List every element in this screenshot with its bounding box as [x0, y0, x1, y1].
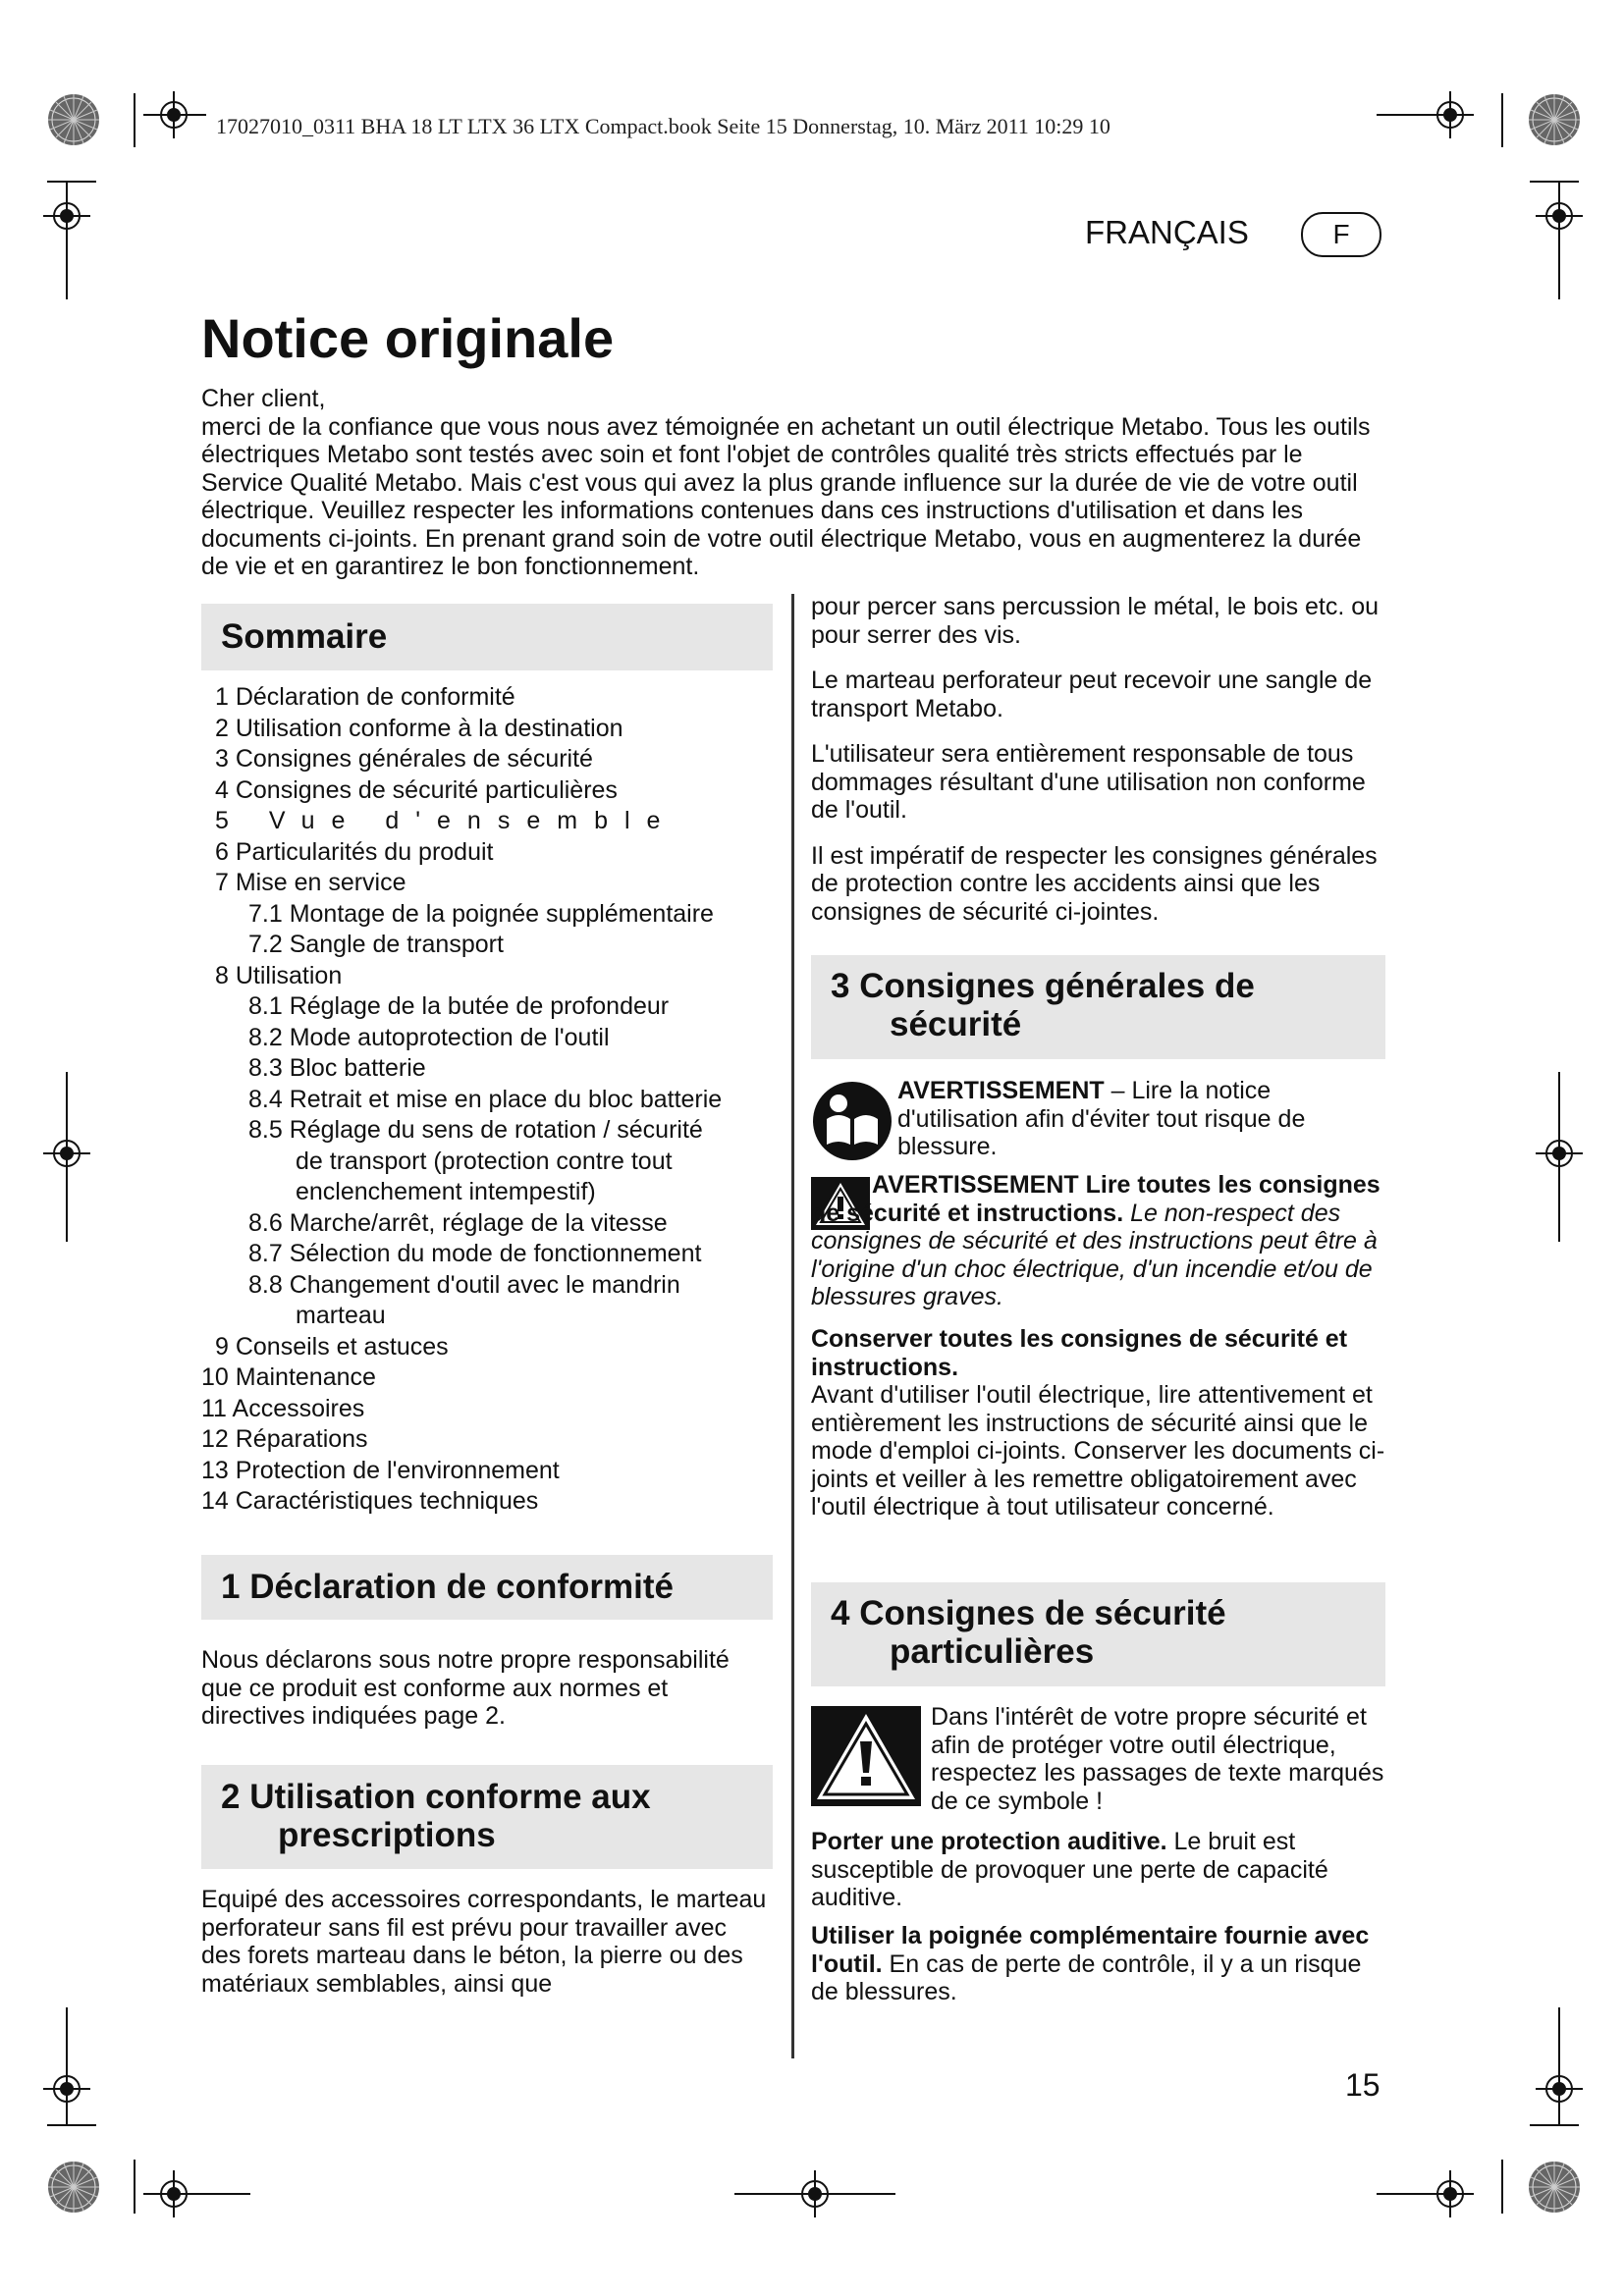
warning-read-manual: [897, 1077, 1385, 1161]
intro-salutation: Cher client,: [201, 385, 326, 412]
toc-subitem[interactable]: 8.5 Réglage du sens de rotation / sécurité: [248, 1116, 703, 1144]
auxiliary-handle-text: En cas de perte de contrôle, il y a un risque de blessures.: [811, 1949, 1362, 2005]
warning-general-safety: [811, 1171, 1385, 1311]
section2-header-box: [201, 1765, 773, 1869]
intro-text: [201, 385, 1384, 581]
crosshair-right-middle: [1536, 1130, 1583, 1177]
crosshair-left-middle: [43, 1130, 90, 1177]
intro-body: merci de la confiance que vous nous avez témoignée en achetant un outil électrique Metabo. Tous les outils électriques Metabo sont testés avec soin et font l'objet de contrôles qualité très stricts effectués par le Service Qualité Metabo. Mais c'est vous qui avez la plus grande influence sur la durée de vie de votre outil électrique. Veuillez respecter les informations contenues dans ces instructions d'utilisation et dans les documents ci-joints. En prenant grand soin de votre outil électrique Metabo, vous en augmenterez la durée de vie et en garantirez le bon fonctionnement.: [201, 412, 1371, 580]
crosshair-bottom-center: [791, 2170, 839, 2217]
hearing-protection: [811, 1828, 1385, 1912]
page-number: 15: [1345, 2067, 1380, 2103]
toc-item[interactable]: 7 Mise en service: [215, 869, 406, 896]
warning-general-safety-text: Le non-respect des consignes de sécurité et des instructions peut être à l'origine d'un choc électrique, d'un incendie et/ou de blessures graves.: [811, 1199, 1378, 1310]
star-mark-top-right: [1529, 94, 1580, 145]
toc-subitem-continued[interactable]: enclenchement intempestif): [296, 1178, 596, 1205]
toc-subitem[interactable]: 8.6 Marche/arrêt, réglage de la vitesse: [248, 1208, 668, 1237]
star-mark-top-left: [48, 94, 99, 145]
toc-subitem[interactable]: 8.1 Réglage de la butée de profondeur: [248, 992, 670, 1020]
star-mark-bottom-right: [1529, 2162, 1580, 2213]
keep-instructions: [811, 1325, 1385, 1522]
toc-subitem[interactable]: 7.2 Sangle de transport: [248, 931, 504, 958]
section3-heading-line1: 3 Consignes générales de: [831, 967, 1255, 1005]
crosshair-bottom-right: [1427, 2170, 1474, 2217]
toc-subitem-continued[interactable]: de transport (protection contre tout: [296, 1147, 673, 1175]
auxiliary-handle: [811, 1922, 1385, 2006]
section4-heading-line2: particulières: [890, 1632, 1095, 1671]
hearing-protection-label: Porter une protection auditive.: [811, 1828, 1167, 1855]
page-title: Notice originale: [201, 307, 615, 369]
toc-item[interactable]: 4 Consignes de sécurité particulières: [215, 775, 618, 804]
column-divider: [791, 594, 794, 2058]
toc-subitem[interactable]: 8.3 Bloc batterie: [248, 1054, 426, 1082]
crosshair-right-upper: [1536, 192, 1583, 240]
keep-instructions-body: Avant d'utiliser l'outil électrique, lire attentivement et entièrement les instructions de sécurité ainsi que le mode d'emploi ci-joints. Conserver les documents ci-joints et veiller à les remettre obligatoirement avec l'outil électrique à tout utilisateur concerné.: [811, 1381, 1385, 1521]
responsibility-paragraph: L'utilisateur sera entièrement responsable de tous dommages résultant d'une utilisation non conforme de l'outil.: [811, 740, 1366, 824]
section4-heading-line1: 4 Consignes de sécurité: [831, 1594, 1226, 1632]
keep-instructions-heading: Conserver toutes les consignes de sécurité et instructions.: [811, 1325, 1348, 1381]
toc-item[interactable]: 12 Réparations: [201, 1425, 368, 1453]
toc-item[interactable]: 3 Consignes générales de sécurité: [215, 745, 593, 773]
language-label: FRANÇAIS: [1085, 214, 1249, 250]
strap-paragraph: Le marteau perforateur peut recevoir une sangle de transport Metabo.: [811, 667, 1373, 722]
read-manual-icon: [811, 1080, 893, 1162]
crosshair-top-left: [150, 91, 197, 138]
crosshair-top-right: [1427, 91, 1474, 138]
toc-subitem[interactable]: 7.1 Montage de la poignée supplémentaire: [248, 899, 714, 928]
toc-item[interactable]: 5 Vue d'ensemble: [215, 807, 677, 834]
safety-rules-paragraph: Il est impératif de respecter les consignes générales de protection contre les accidents ainsi que les consignes de sécurité ci-jointes.: [811, 841, 1378, 926]
warning-read-manual-text: – Lire la notice d'utilisation afin d'éviter tout risque de blessure.: [897, 1077, 1306, 1160]
star-mark-bottom-left: [48, 2162, 99, 2213]
auxiliary-handle-label: Utiliser la poignée complémentaire fournie avec l'outil.: [811, 1922, 1370, 1978]
warning-general-safety-label: AVERTISSEMENT Lire toutes les consignes de sécurité et instructions.: [811, 1171, 1380, 1227]
section4-header-box: [811, 1582, 1385, 1686]
language-badge: F: [1301, 212, 1381, 257]
section1-heading: 1 Déclaration de conformité: [221, 1568, 674, 1606]
toc-item[interactable]: 10 Maintenance: [201, 1363, 376, 1391]
toc-item[interactable]: 9 Conseils et astuces: [215, 1332, 449, 1361]
toc-item[interactable]: 11 Accessoires: [201, 1394, 365, 1422]
print-header: 17027010_0311 BHA 18 LT LTX 36 LTX Compact.book Seite 15 Donnerstag, 10. März 2011 10:29 10: [216, 114, 1110, 138]
toc-item[interactable]: 13 Protection de l'environnement: [201, 1456, 560, 1484]
toc-subitem[interactable]: 8.7 Sélection du mode de fonctionnement: [248, 1240, 702, 1267]
sommaire-header-box: [201, 604, 773, 670]
toc-subitem[interactable]: 8.4 Retrait et mise en place du bloc batterie: [248, 1085, 723, 1113]
right-column-intro: [811, 593, 1385, 943]
section1-body: Nous déclarons sous notre propre responsabilité que ce produit est conforme aux normes et directives indiquées page 2.: [201, 1646, 730, 1730]
toc-subitem-continued[interactable]: marteau: [296, 1302, 386, 1329]
sommaire-heading: Sommaire: [221, 617, 388, 656]
symbol-explanation: Dans l'intérêt de votre propre sécurité et afin de protéger votre outil électrique, respectez les passages de texte marqués de ce symbole !: [931, 1703, 1384, 1815]
crosshair-left-lower: [43, 2065, 90, 2112]
toc-item[interactable]: 1 Déclaration de conformité: [215, 683, 515, 711]
section1-header-box: [201, 1555, 773, 1620]
warning-triangle-large-icon: [811, 1706, 921, 1806]
section2-body: Equipé des accessoires correspondants, le marteau perforateur sans fil est prévu pour travailler avec des forets marteau dans le béton, la pierre ou des matériaux semblables, ainsi que: [201, 1886, 767, 1998]
warning-read-manual-label: AVERTISSEMENT: [897, 1077, 1105, 1104]
toc-subitem[interactable]: 8.2 Mode autoprotection de l'outil: [248, 1023, 610, 1051]
crosshair-left-upper: [43, 192, 90, 240]
section3-heading-line2: sécurité: [890, 1005, 1022, 1043]
toc-subitem[interactable]: 8.8 Changement d'outil avec le mandrin: [248, 1270, 680, 1299]
section2-heading-line2: prescriptions: [278, 1816, 496, 1854]
crosshair-bottom-left: [150, 2170, 197, 2217]
hearing-protection-text: Le bruit est susceptible de provoquer une perte de capacité auditive.: [811, 1828, 1328, 1911]
section2-heading-line1: 2 Utilisation conforme aux: [221, 1778, 651, 1816]
usage-paragraph: pour percer sans percussion le métal, le bois etc. ou pour serrer des vis.: [811, 593, 1380, 649]
toc-item[interactable]: 8 Utilisation: [215, 961, 343, 989]
table-of-contents: [201, 682, 771, 1518]
crosshair-right-lower: [1536, 2065, 1583, 2112]
section3-header-box: [811, 955, 1385, 1059]
toc-item[interactable]: 6 Particularités du produit: [215, 837, 494, 866]
toc-item[interactable]: 2 Utilisation conforme à la destination: [215, 714, 623, 742]
toc-item[interactable]: 14 Caractéristiques techniques: [201, 1487, 539, 1515]
